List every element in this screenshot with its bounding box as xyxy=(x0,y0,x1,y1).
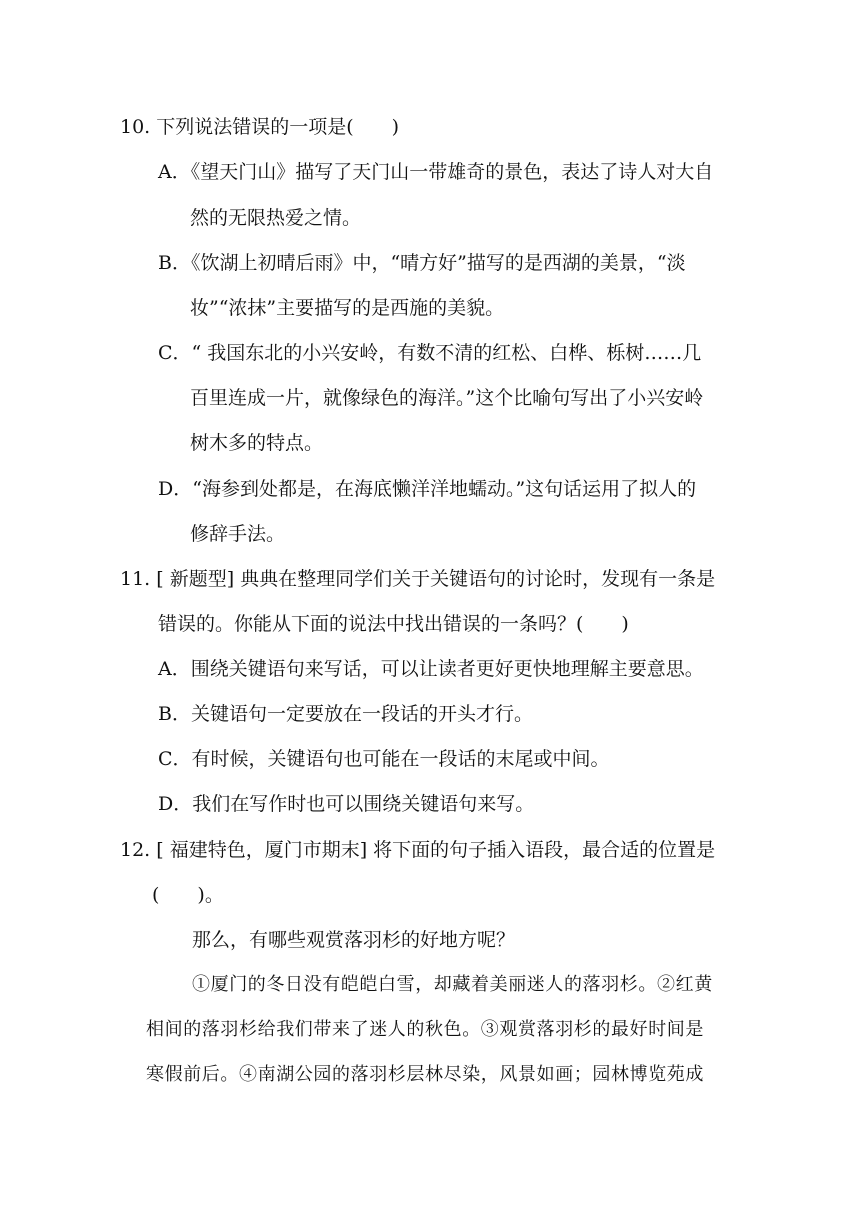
q12-insert-sentence: 那么，有哪些观赏落羽杉的好地方呢？ xyxy=(192,929,516,951)
q11-stem-line-2: 错误的。你能从下面的说法中找出错误的一条吗？( ) xyxy=(158,613,629,635)
q11-option-a: A．围绕关键语句来写话，可以让读者更好更快地理解主要意思。 xyxy=(158,658,704,680)
q10-option-c-line-2: 百里连成一片，就像绿色的海洋。”这个比喻句写出了小兴安岭 xyxy=(190,387,704,409)
q10-stem: 10. 下列说法错误的一项是( ) xyxy=(120,116,400,138)
q12-passage-line-2: 相间的落羽杉给我们带来了迷人的秋色。③观赏落羽杉的最好时间是 xyxy=(146,1019,704,1040)
q12-passage-line-1: ①厦门的冬日没有皑皑白雪，却藏着美丽迷人的落羽杉。②红黄 xyxy=(192,974,713,995)
q12-stem-line-1: 12. [ 福建特色，厦门市期末] 将下面的句子插入语段，最合适的位置是 xyxy=(120,839,716,861)
q11-option-b: B．关键语句一定要放在一段话的开头才行。 xyxy=(158,703,533,725)
q12-passage-line-3: 寒假前后。④南湖公园的落羽杉层林尽染，风景如画；园林博览苑成 xyxy=(146,1064,704,1085)
q10-option-b-line-2: 妆”“浓抹”主要描写的是西施的美貌。 xyxy=(190,297,505,319)
q10-option-a-line-1: A．《望天门山》描写了天门山一带雄奇的景色，表达了诗人对大自 xyxy=(158,161,714,183)
q11-stem-line-1: 11. [ 新题型] 典典在整理同学们关于关键语句的讨论时，发现有一条是 xyxy=(120,568,716,590)
q10-option-d-line-1: D．“海参到处都是，在海底懒洋洋地蠕动。”这句话运用了拟人的 xyxy=(158,478,697,500)
q10-option-c-line-3: 树木多的特点。 xyxy=(190,432,324,454)
q10-option-d-line-2: 修辞手法。 xyxy=(190,523,286,545)
q10-option-c-line-1: C．“ 我国东北的小兴安岭，有数不清的红松、白桦、栎树……几 xyxy=(158,342,702,364)
q11-option-c: C．有时候，关键语句也可能在一段话的末尾或中间。 xyxy=(158,748,610,770)
q11-option-d: D．我们在写作时也可以围绕关键语句来写。 xyxy=(158,793,535,815)
q12-stem-line-2: ( )。 xyxy=(152,884,224,906)
q10-option-a-line-2: 然的无限热爱之情。 xyxy=(190,207,362,229)
q10-option-b-line-1: B．《饮湖上初晴后雨》中，“晴方好”描写的是西湖的美景，“淡 xyxy=(158,252,686,274)
